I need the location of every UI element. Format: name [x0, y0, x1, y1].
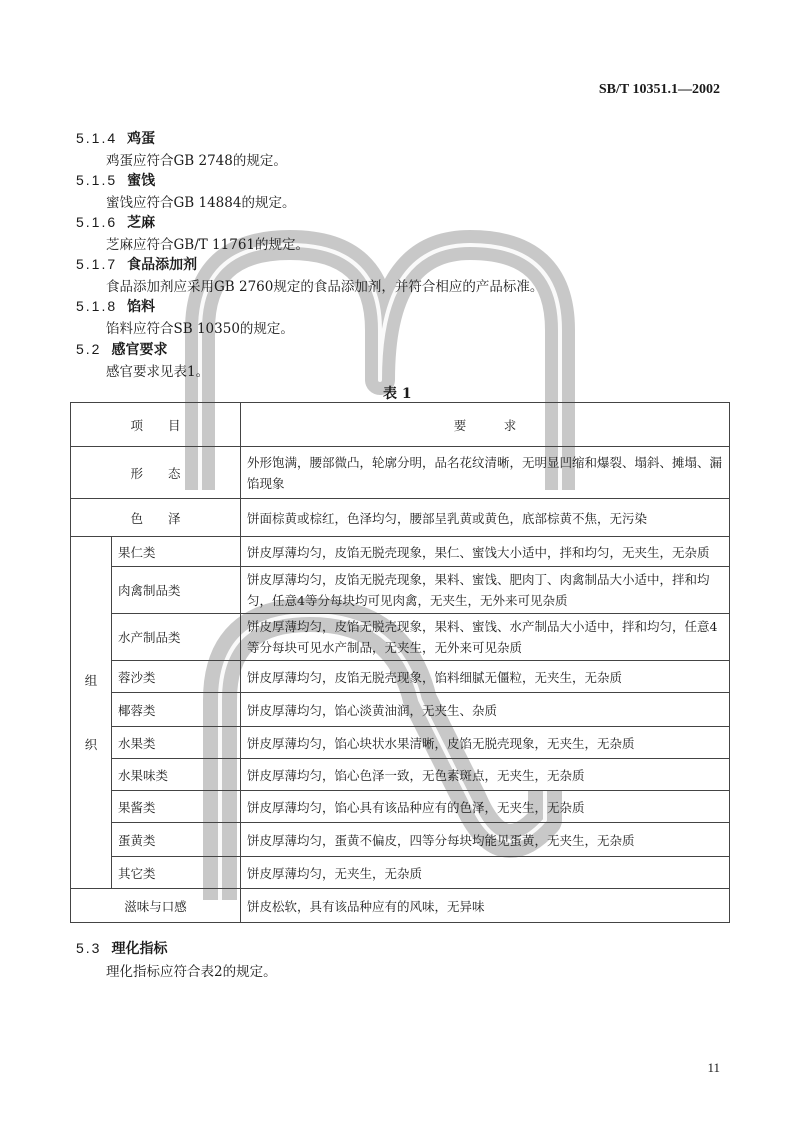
row-requirement: 饼皮厚薄均匀，皮馅无脱壳现象，果料、蜜饯、肥肉丁、肉禽制品大小适中，拌和均匀，任意4等分每块均可见肉禽，无夹生，无外来可见杂质: [241, 567, 730, 614]
row-item: 果酱类: [112, 791, 241, 823]
header-requirement: 要 求: [241, 403, 730, 447]
row-item: 蓉沙类: [112, 661, 241, 693]
page-number: 11: [707, 1060, 720, 1075]
section-title-5-1-4: 5.1.4 鸡蛋: [76, 130, 156, 147]
row-item: 滋味与口感: [71, 889, 241, 923]
row-item: 形 态: [71, 447, 241, 499]
section-title-5-1-7: 5.1.7 食品添加剂: [76, 256, 198, 273]
header-item: 项 目: [71, 403, 241, 447]
row-item: 水果类: [112, 727, 241, 759]
row-requirement: 饼皮厚薄均匀，无夹生，无杂质: [241, 857, 730, 889]
section-body-5-2: 感官要求见表1。: [106, 364, 210, 380]
row-requirement: 饼皮厚薄均匀，馅心具有该品种应有的色泽，无夹生，无杂质: [241, 791, 730, 823]
table-row: [71, 447, 730, 499]
group-label-organization: 组 织: [71, 537, 112, 889]
row-requirement: 饼皮松软，具有该品种应有的风味，无异味: [241, 889, 730, 923]
row-requirement: 饼皮厚薄均匀，馅心块状水果清晰，皮馅无脱壳现象，无夹生，无杂质: [241, 727, 730, 759]
row-requirement: 饼皮厚薄均匀，皮馅无脱壳现象，馅料细腻无僵粒，无夹生，无杂质: [241, 661, 730, 693]
row-requirement: 饼面棕黄或棕红，色泽均匀，腰部呈乳黄或黄色，底部棕黄不焦，无污染: [241, 499, 730, 537]
section-title-5-1-6: 5.1.6 芝麻: [76, 214, 156, 231]
section-body-5-1-5: 蜜饯应符合GB 14884的规定。: [106, 195, 296, 211]
row-requirement: 饼皮厚薄均匀，皮馅无脱壳现象，果仁、蜜饯大小适中，拌和均匀，无夹生，无杂质: [241, 537, 730, 567]
table-row: [71, 857, 730, 889]
sensory-requirements-table: [70, 402, 730, 923]
table-row: [71, 889, 730, 923]
row-requirement: 饼皮厚薄均匀，馅心色泽一致，无色素斑点，无夹生，无杂质: [241, 759, 730, 791]
table-row: [71, 537, 730, 567]
section-body-5-1-6: 芝麻应符合GB/T 11761的规定。: [106, 237, 309, 253]
section-body-5-1-4: 鸡蛋应符合GB 2748的规定。: [106, 153, 287, 169]
section-title-5-1-5: 5.1.5 蜜饯: [76, 172, 156, 189]
table-row: [71, 614, 730, 661]
row-item: 水产制品类: [112, 614, 241, 661]
table-row: [71, 759, 730, 791]
row-item: 蛋黄类: [112, 823, 241, 857]
row-item: 其它类: [112, 857, 241, 889]
standard-code: SB/T 10351.1—2002: [598, 82, 720, 97]
table-row: [71, 727, 730, 759]
row-item: 椰蓉类: [112, 693, 241, 727]
section-title-5-1-8: 5.1.8 馅料: [76, 298, 156, 315]
table-header-row: [71, 403, 730, 447]
section-title-5-2: 5.2 感官要求: [76, 341, 168, 358]
table-row: [71, 567, 730, 614]
table-caption: 表 1: [383, 386, 412, 402]
section-body-5-1-7: 食品添加剂应采用GB 2760规定的食品添加剂，并符合相应的产品标准。: [106, 279, 544, 295]
table-row: [71, 499, 730, 537]
section-title-5-3: 5.3 理化指标: [76, 940, 168, 957]
table-row: [71, 693, 730, 727]
row-requirement: 外形饱满，腰部微凸，轮廓分明，品名花纹清晰，无明显凹缩和爆裂、塌斜、摊塌、漏馅现象: [241, 447, 730, 499]
row-item: 水果味类: [112, 759, 241, 791]
row-requirement: 饼皮厚薄均匀，蛋黄不偏皮，四等分每块均能见蛋黄，无夹生，无杂质: [241, 823, 730, 857]
section-body-5-3: 理化指标应符合表2的规定。: [106, 964, 277, 980]
section-body-5-1-8: 馅料应符合SB 10350的规定。: [106, 321, 294, 337]
table-row: [71, 791, 730, 823]
row-requirement: 饼皮厚薄均匀，皮馅无脱壳现象，果料、蜜饯、水产制品大小适中，拌和均匀，任意4等分每块可见水产制品，无夹生，无外来可见杂质: [241, 614, 730, 661]
table-row: [71, 823, 730, 857]
row-requirement: 饼皮厚薄均匀，馅心淡黄油润，无夹生、杂质: [241, 693, 730, 727]
row-item: 果仁类: [112, 537, 241, 567]
row-item: 肉禽制品类: [112, 567, 241, 614]
row-item: 色 泽: [71, 499, 241, 537]
table-row: [71, 661, 730, 693]
